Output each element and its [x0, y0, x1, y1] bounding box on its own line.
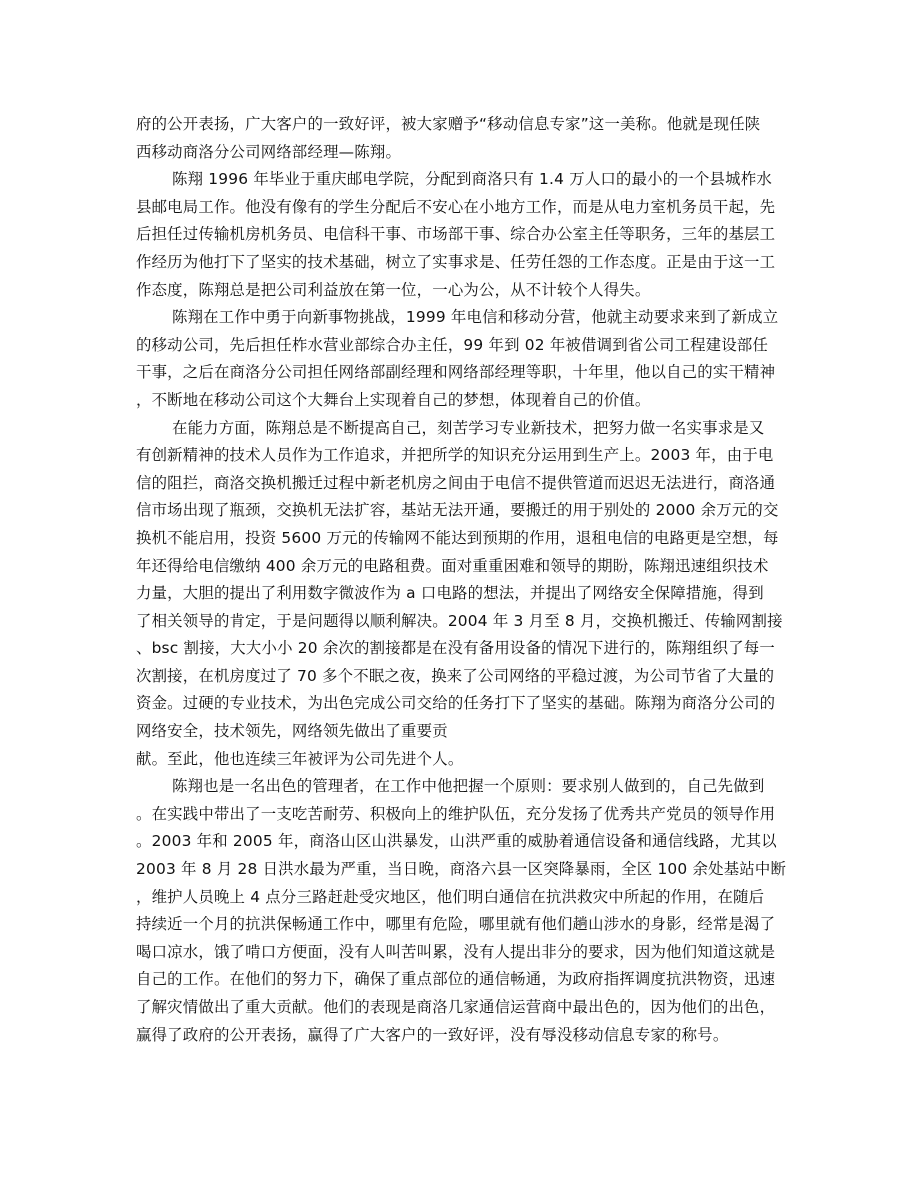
- text-line: 、bsc 割接，大大小小 20 余次的割接都是在没有备用设备的情况下进行的，陈翔组织了每一: [136, 639, 775, 658]
- text-line: 网络安全，技术领先，网络领先做出了重要贡: [136, 722, 448, 741]
- text-line: 换机不能启用，投资 5600 万元的传输网不能达到预期的作用，退租电信的电路更是空想，每: [136, 528, 779, 547]
- text-line: 资金。过硬的专业技术，为出色完成公司交给的任务打下了坚实的基础。陈翔为商洛分公司的: [136, 694, 776, 713]
- document-body: [136, 111, 786, 1049]
- text-line: 干事，之后在商洛分公司担任网络部副经理和网络部经理等职，十年里，他以自己的实干精神: [136, 363, 776, 382]
- text-line: 喝口凉水，饿了啃口方便面，没有人叫苦叫累，没有人提出非分的要求，因为他们知道这就是: [136, 942, 776, 961]
- text-line: 。在实践中带出了一支吃苦耐劳、积极向上的维护队伍，充分发扬了优秀共产党员的领导作用: [136, 804, 776, 823]
- text-line: 后担任过传输机房机务员、电信科干事、市场部干事、综合办公室主任等职务，三年的基层工: [136, 225, 776, 244]
- text-line: 。2003 年和 2005 年，商洛山区山洪暴发，山洪严重的威胁着通信设备和通信线路，尤其以: [136, 832, 777, 851]
- text-line: ，不断地在移动公司这个大舞台上实现着自己的梦想，体现着自己的价值。: [136, 390, 651, 409]
- text-line: 府的公开表扬，广大客户的一致好评，被大家赠予“移动信息专家”这一美称。他就是现任陕: [136, 115, 761, 133]
- text-line: 持续近一个月的抗洪保畅通工作中，哪里有危险，哪里就有他们趟山涉水的身影，经常是渴了: [136, 915, 776, 934]
- paragraph-first-line: 陈翔在工作中勇于向新事物挑战，1999 年电信和移动分营，他就主动要求来到了新成立: [172, 308, 779, 327]
- paragraph-first-line: 在能力方面，陈翔总是不断提高自己，刻苦学习专业新技术，把努力做一名实事求是又: [172, 418, 765, 437]
- text-line: 西移动商洛分公司网络部经理—陈翔。: [136, 142, 402, 161]
- text-line: 作态度，陈翔总是把公司利益放在第一位，一心为公，从不计较个人得失。: [136, 280, 651, 299]
- text-line: 有创新精神的技术人员作为工作追求，并把所学的知识充分运用到生产上。2003 年，由于电: [136, 446, 774, 465]
- text-line: 了相关领导的肯定，于是问题得以顺利解决。2004 年 3 月至 8 月，交换机搬迁、传输网割接: [136, 611, 783, 630]
- text-line: 信市场出现了瓶颈，交换机无法扩容，基站无法开通，要搬迁的用于别处的 2000 余万元的交: [136, 501, 779, 520]
- text-line: 献。至此，他也连续三年被评为公司先进个人。: [136, 749, 464, 768]
- text-line: ，维护人员晚上 4 点分三路赶赴受灾地区，他们明白通信在抗洪救灾中所起的作用，在随后: [136, 887, 765, 906]
- text-line: 作经历为他打下了坚实的技术基础，树立了实事求是、任劳任怨的工作态度。正是由于这一工: [136, 252, 776, 271]
- text-line: 县邮电局工作。他没有像有的学生分配后不安心在小地方工作，而是从电力室机务员干起，先: [136, 197, 776, 216]
- text-line: 年还得给电信缴纳 400 余万元的电路租费。面对重重困难和领导的期盼，陈翔迅速组织技术: [136, 556, 769, 575]
- text-line: 自己的工作。在他们的努力下，确保了重点部位的通信畅通，为政府指挥调度抗洪物资，迅速: [136, 970, 776, 989]
- paragraph-first-line: 陈翔 1996 年毕业于重庆邮电学院，分配到商洛只有 1.4 万人口的最小的一个县城柞水: [172, 170, 772, 189]
- text-line: 赢得了政府的公开表扬，赢得了广大客户的一致好评，没有辱没移动信息专家的称号。: [136, 1025, 729, 1044]
- text-line: 了解灾情做出了重大贡献。他们的表现是商洛几家通信运营商中最出色的，因为他们的出色，: [136, 998, 776, 1016]
- text-line: 的移动公司，先后担任柞水营业部综合办主任，99 年到 02 年被借调到省公司工程建设部任: [136, 335, 769, 354]
- text-line: 信的阻拦，商洛交换机搬迁过程中新老机房之间由于电信不提供管道而迟迟无法进行，商洛通: [136, 473, 776, 492]
- text-line: 次割接，在机房度过了 70 多个不眠之夜，换来了公司网络的平稳过渡，为公司节省了大量的: [136, 666, 775, 685]
- paragraph-first-line: 陈翔也是一名出色的管理者，在工作中他把握一个原则：要求别人做到的，自己先做到: [172, 777, 765, 796]
- text-line: 力量，大胆的提出了利用数字微波作为 a 口电路的想法，并提出了网络安全保障措施，得到: [136, 584, 764, 603]
- text-line: 2003 年 8 月 28 日洪水最为严重，当日晚，商洛六县一区突降暴雨，全区 100 余处基站中断: [136, 860, 786, 879]
